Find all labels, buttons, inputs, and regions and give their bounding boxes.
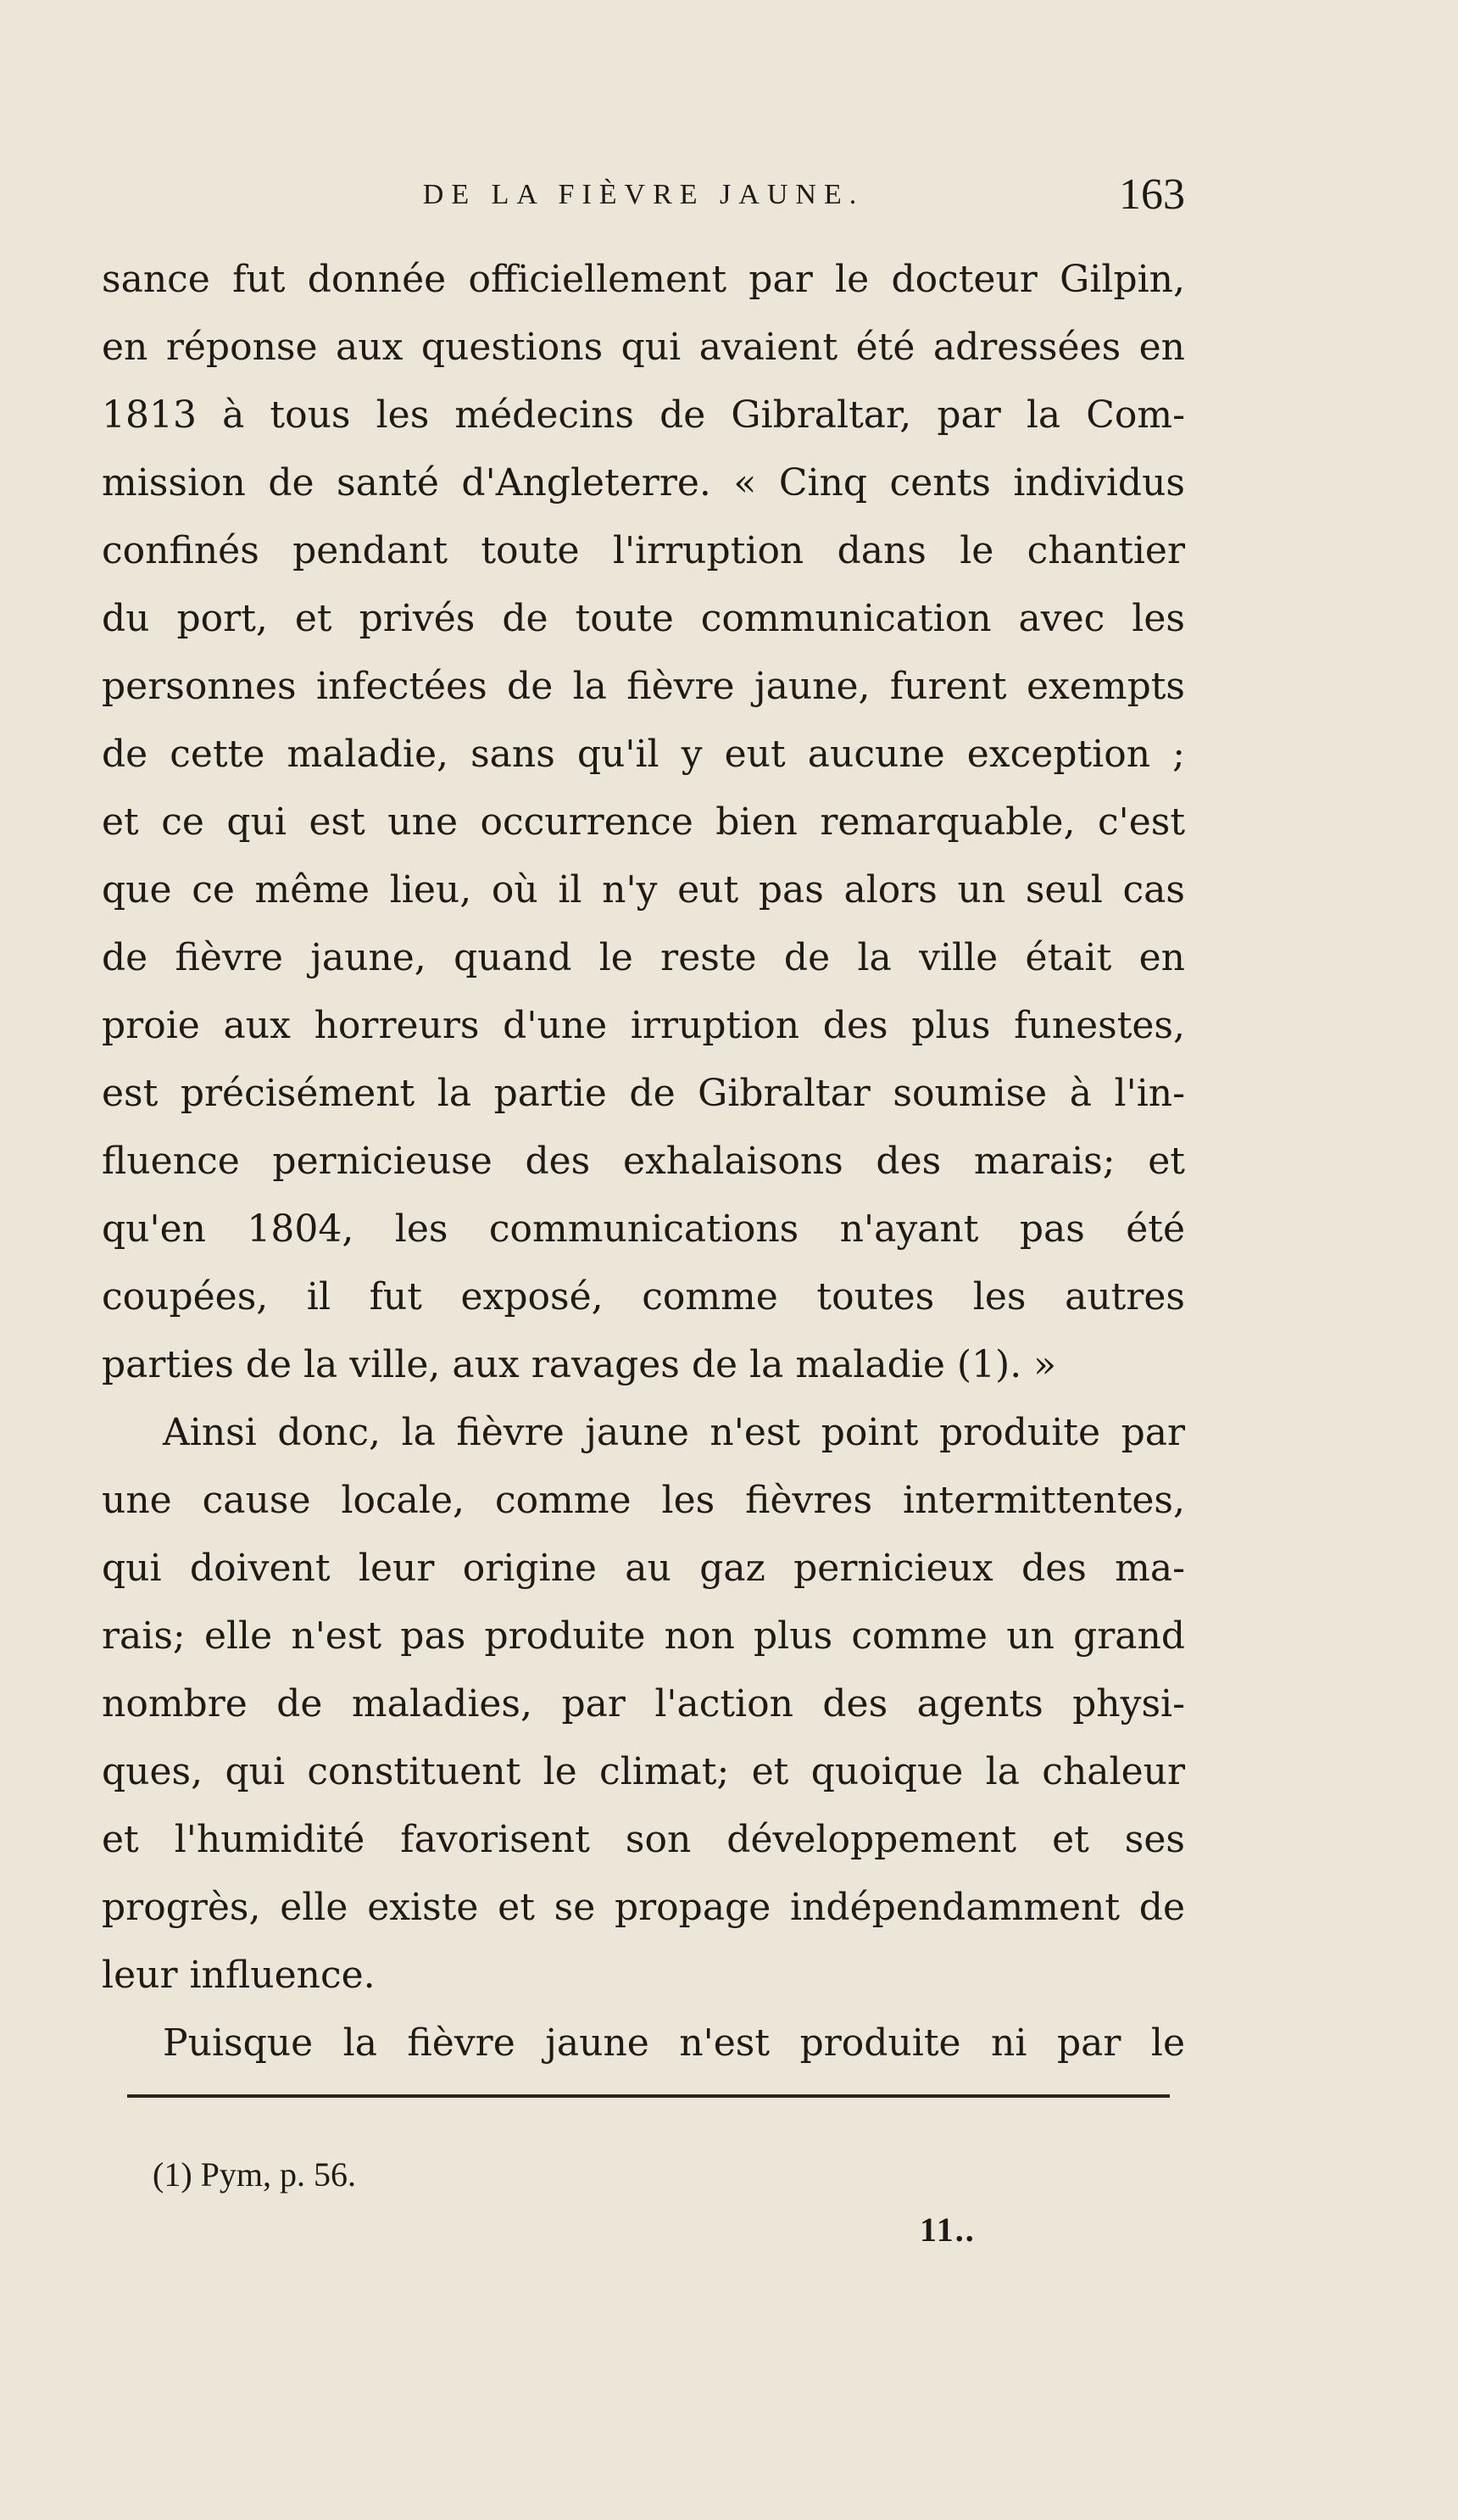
paragraph-first-line: Puisque la fièvre jaune n'est produite ni par le bbox=[163, 2021, 1185, 2065]
text-line: qui doivent leur origine au gaz pernicieux des ma- bbox=[102, 1547, 1185, 1590]
text-line: que ce même lieu, où il n'y eut pas alors un seul cas bbox=[102, 868, 1185, 912]
body-text bbox=[102, 246, 1185, 2077]
text-line: nombre de maladies, par l'action des agents physi- bbox=[102, 1682, 1185, 1726]
text-line: progrès, elle existe et se propage indépendamment de bbox=[102, 1886, 1185, 1929]
text-line: est précisément la partie de Gibraltar soumise à l'in- bbox=[102, 1072, 1185, 1115]
text-line: parties de la ville, aux ravages de la maladie (1). » bbox=[102, 1343, 1057, 1386]
text-line: 1813 à tous les médecins de Gibraltar, par la Com- bbox=[102, 393, 1185, 437]
footnote: (1) Pym, p. 56. bbox=[153, 2155, 356, 2194]
text-line: du port, et privés de toute communication avec les bbox=[102, 597, 1185, 640]
text-line: mission de santé d'Angleterre. « Cinq cents individus bbox=[102, 461, 1185, 505]
text-line: en réponse aux questions qui avaient été adressées en bbox=[102, 326, 1185, 369]
running-title: DE LA FIÈVRE JAUNE. bbox=[422, 179, 865, 210]
text-line: une cause locale, comme les fièvres intermittentes, bbox=[102, 1479, 1185, 1522]
text-line: qu'en 1804, les communications n'ayant pas été bbox=[102, 1207, 1185, 1251]
text-line: personnes infectées de la fièvre jaune, furent exempts bbox=[102, 665, 1185, 708]
text-line: de fièvre jaune, quand le reste de la ville était en bbox=[102, 936, 1185, 979]
text-line: proie aux horreurs d'une irruption des plus funestes, bbox=[102, 1004, 1185, 1047]
page-header bbox=[102, 170, 1185, 220]
page-number: 163 bbox=[1119, 170, 1185, 219]
text-line: leur influence. bbox=[102, 1954, 376, 1997]
text-line: coupées, il fut exposé, comme toutes les autres bbox=[102, 1275, 1185, 1319]
text-line: fluence pernicieuse des exhalaisons des marais; et bbox=[102, 1140, 1185, 1183]
text-line: confinés pendant toute l'irruption dans le chantier bbox=[102, 529, 1185, 572]
footnote-rule bbox=[127, 2094, 1170, 2098]
text-line: de cette maladie, sans qu'il y eut aucune exception ; bbox=[102, 733, 1185, 776]
text-line: et l'humidité favorisent son développement et ses bbox=[102, 1818, 1185, 1861]
text-line: et ce qui est une occurrence bien remarquable, c'est bbox=[102, 800, 1185, 844]
paragraph-first-line: Ainsi donc, la fièvre jaune n'est point produite par bbox=[163, 1411, 1185, 1454]
text-line: ques, qui constituent le climat; et quoique la chaleur bbox=[102, 1750, 1185, 1793]
signature-mark: 11.. bbox=[920, 2211, 976, 2249]
text-line: rais; elle n'est pas produite non plus comme un grand bbox=[102, 1614, 1185, 1658]
text-line: sance fut donnée officiellement par le docteur Gilpin, bbox=[102, 258, 1185, 301]
